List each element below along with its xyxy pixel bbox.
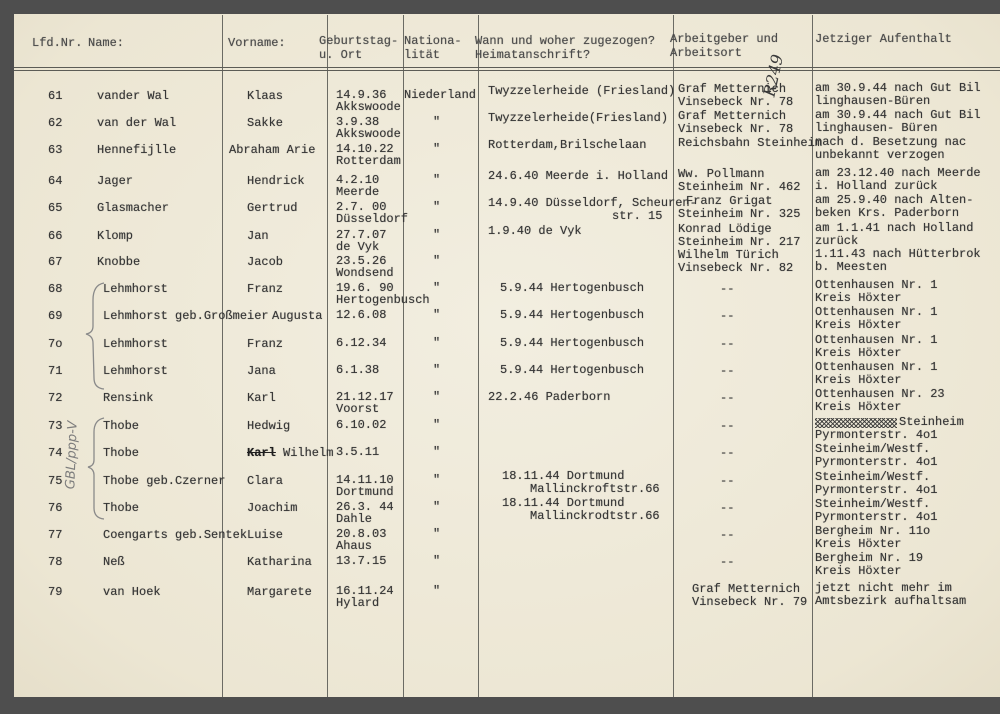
struck-first-name: Karl [247, 446, 276, 460]
residence-cell: am 23.12.40 nach Meerde [815, 166, 981, 180]
surname-cell: vander Wal [97, 89, 170, 103]
row-number: 79 [48, 585, 63, 599]
residence-cell: Pyrmonterstr. 4o1 [815, 510, 938, 524]
birth-date-cell: 6.10.02 [336, 418, 387, 432]
employer-cell: -- [720, 391, 735, 405]
residence-cell: Kreis Höxter [815, 537, 902, 551]
birth-date-cell: 13.7.15 [336, 554, 387, 568]
surname-cell: Neß [103, 555, 125, 569]
header-nationalitaet: Nationa- [404, 34, 462, 48]
nationality-cell: " [433, 584, 441, 598]
residence-cell: unbekannt verzogen [815, 148, 945, 162]
residence-cell: Kreis Höxter [815, 564, 902, 578]
row-number: 67 [48, 255, 63, 269]
arrival-cell: 14.9.40 Düsseldorf, Scheuren- [488, 196, 697, 210]
row-number: 74 [48, 446, 63, 460]
residence-cell: Steinheim/Westf. [815, 497, 931, 511]
birth-date-cell: 2.7. 00 [336, 200, 387, 214]
residence-cell: Kreis Höxter [815, 291, 902, 305]
birth-place-cell: Rotterdam [336, 154, 401, 168]
surname-cell: Thobe [103, 501, 140, 515]
employer-cell: Konrad Lödige [678, 222, 772, 236]
row-number: 72 [48, 391, 63, 405]
employer-cell: Vinsebeck Nr. 79 [692, 595, 808, 609]
surname-cell: Lehmhorst [103, 337, 168, 351]
residence-cell: Pyrmonterstr. 4o1 [815, 455, 938, 469]
residence-cell: nach d. Besetzung nac [815, 135, 967, 149]
employer-cell: Graf Metternich [678, 109, 787, 123]
residence-cell: am 25.9.40 nach Alten- [815, 193, 974, 207]
row-number: 77 [48, 528, 63, 542]
residence-cell: Kreis Höxter [815, 373, 902, 387]
nationality-cell: Niederland [404, 88, 477, 102]
birth-date-cell: 12.6.08 [336, 308, 387, 322]
birth-date-cell: 19.6. 90 [336, 281, 394, 295]
residence-cell: am 30.9.44 nach Gut Bil [815, 81, 981, 95]
header-vorname: Vorname: [228, 36, 286, 50]
birth-place-cell: Dahle [336, 512, 373, 526]
birth-date-cell: 23.5.26 [336, 254, 387, 268]
nationality-cell: " [433, 308, 441, 322]
overtyped-text [815, 418, 897, 428]
birth-place-cell: Meerde [336, 185, 380, 199]
header-arbeitgeber: Arbeitgeber und [670, 32, 779, 46]
birth-date-cell: 20.8.03 [336, 527, 387, 541]
birth-place-cell: Wondsend [336, 266, 394, 280]
nationality-cell: " [433, 336, 441, 350]
first-name-cell: Abraham Arie [229, 143, 316, 157]
surname-cell: Lehmhorst [103, 282, 168, 296]
arrival-cell: 5.9.44 Hertogenbusch [500, 308, 645, 322]
surname-cell: van Hoek [103, 585, 161, 599]
residence-cell: Steinheim [899, 415, 964, 429]
arrival-cell: 18.11.44 Dortmund [502, 496, 625, 510]
row-number: 66 [48, 229, 63, 243]
header-rule [14, 70, 1000, 71]
birth-date-cell: 21.12.17 [336, 390, 394, 404]
arrival-cell: 5.9.44 Hertogenbusch [500, 281, 645, 295]
first-name-cell: Klaas [247, 89, 284, 103]
row-number: 7o [48, 337, 63, 351]
row-number: 78 [48, 555, 63, 569]
header-rule [14, 67, 1000, 68]
nationality-cell: " [433, 281, 441, 295]
column-rule [222, 15, 223, 697]
residence-cell: Amtsbezirk aufhaltsam [815, 594, 967, 608]
first-name-cell: Jacob [247, 255, 284, 269]
nationality-cell: " [433, 115, 441, 129]
birth-place-cell: Hylard [336, 596, 380, 610]
employer-cell: Franz Grigat [686, 194, 773, 208]
first-name-cell: Augusta [272, 309, 323, 323]
residence-cell: linghausen- Büren [815, 121, 938, 135]
first-name-cell: Wilhelm [283, 446, 334, 460]
nationality-cell: " [433, 363, 441, 377]
employer-cell: Wilhelm Türich [678, 248, 779, 262]
employer-cell: Vinsebeck Nr. 78 [678, 95, 794, 109]
residence-cell: am 30.9.44 nach Gut Bil [815, 108, 981, 122]
first-name-cell: Franz [247, 337, 284, 351]
nationality-cell: " [433, 527, 441, 541]
residence-cell: Steinheim/Westf. [815, 470, 931, 484]
column-rule [673, 15, 674, 697]
employer-cell: Graf Metternich [692, 582, 801, 596]
employer-cell: Steinheim Nr. 217 [678, 235, 801, 249]
residence-cell: zurück [815, 234, 859, 248]
surname-cell: Coengarts geb.Sentek [103, 528, 248, 542]
arrival-cell: 5.9.44 Hertogenbusch [500, 363, 645, 377]
arrival-cell: Mallinckrodtstr.66 [530, 509, 660, 523]
residence-cell: linghausen-Büren [815, 94, 931, 108]
row-number: 76 [48, 501, 63, 515]
row-number: 71 [48, 364, 63, 378]
header-geburtsort: u. Ort [319, 48, 363, 62]
arrival-cell: str. 15 [612, 209, 663, 223]
arrival-cell: Twyzzelerheide(Friesland) [488, 111, 669, 125]
birth-date-cell: 6.12.34 [336, 336, 387, 350]
row-number: 62 [48, 116, 63, 130]
nationality-cell: " [433, 473, 441, 487]
employer-cell: Reichsbahn Steinheim [678, 136, 823, 150]
birth-date-cell: 27.7.07 [336, 228, 387, 242]
first-name-cell: Sakke [247, 116, 284, 130]
employer-cell: -- [720, 555, 735, 569]
employer-cell: -- [720, 364, 735, 378]
birth-date-cell: 4.2.10 [336, 173, 380, 187]
residence-cell: jetzt nicht mehr im [815, 581, 952, 595]
birth-date-cell: 14.10.22 [336, 142, 394, 156]
header-geburtstag: Geburtstag- [319, 34, 399, 48]
birth-place-cell: Voorst [336, 402, 380, 416]
arrival-cell: Rotterdam,Brilschelaan [488, 138, 647, 152]
residence-cell: Kreis Höxter [815, 318, 902, 332]
nationality-cell: " [433, 254, 441, 268]
employer-cell: -- [720, 337, 735, 351]
surname-cell: Lehmhorst [103, 364, 168, 378]
residence-cell: b. Meesten [815, 260, 888, 274]
header-name: Name: [88, 36, 125, 50]
handwritten-number: R249 [759, 52, 788, 99]
header-nationalitaet-2: lität [404, 48, 441, 62]
nationality-cell: " [433, 390, 441, 404]
birth-place-cell: de Vyk [336, 240, 380, 254]
residence-cell: Ottenhausen Nr. 1 [815, 278, 938, 292]
employer-cell: Steinheim Nr. 462 [678, 180, 801, 194]
nationality-cell: " [433, 228, 441, 242]
first-name-cell: Franz [247, 282, 284, 296]
first-name-cell: Jan [247, 229, 269, 243]
employer-cell: -- [720, 501, 735, 515]
first-name-cell: Hedwig [247, 419, 291, 433]
first-name-cell: Luise [247, 528, 284, 542]
surname-cell: van der Wal [97, 116, 177, 130]
nationality-cell: " [433, 500, 441, 514]
nationality-cell: " [433, 200, 441, 214]
residence-cell: Ottenhausen Nr. 23 [815, 387, 945, 401]
header-aufenthalt: Jetziger Aufenthalt [815, 32, 952, 46]
birth-date-cell: 26.3. 44 [336, 500, 394, 514]
first-name-cell: Joachim [247, 501, 298, 515]
first-name-cell: Margarete [247, 585, 312, 599]
employer-cell: -- [720, 419, 735, 433]
employer-cell: -- [720, 309, 735, 323]
residence-cell: Kreis Höxter [815, 400, 902, 414]
employer-cell: Steinheim Nr. 325 [678, 207, 801, 221]
row-number: 65 [48, 201, 63, 215]
surname-cell: Hennefijlle [97, 143, 177, 157]
residence-cell: 1.11.43 nach Hütterbrok [815, 247, 981, 261]
residence-cell: i. Holland zurück [815, 179, 938, 193]
header-heimatanschrift: Heimatanschrift? [475, 48, 591, 62]
first-name-cell: Hendrick [247, 174, 305, 188]
row-number: 75 [48, 474, 63, 488]
residence-cell: beken Krs. Paderborn [815, 206, 960, 220]
birth-place-cell: Dortmund [336, 485, 394, 499]
residence-cell: Bergheim Nr. 11o [815, 524, 931, 538]
arrival-cell: 18.11.44 Dortmund [502, 469, 625, 483]
surname-cell: Knobbe [97, 255, 141, 269]
arrival-cell: Twyzzelerheide (Friesland) [488, 84, 676, 98]
birth-place-cell: Akkswoode [336, 100, 401, 114]
row-number: 63 [48, 143, 63, 157]
employer-cell: Ww. Pollmann [678, 167, 765, 181]
column-rule [403, 15, 404, 697]
arrival-cell: 22.2.46 Paderborn [488, 390, 611, 404]
surname-cell: Rensink [103, 391, 154, 405]
surname-cell: Thobe [103, 419, 140, 433]
birth-date-cell: 14.9.36 [336, 88, 387, 102]
birth-date-cell: 14.11.10 [336, 473, 394, 487]
first-name-cell: Jana [247, 364, 276, 378]
first-name-cell: Gertrud [247, 201, 298, 215]
residence-cell: Pyrmonterstr. 4o1 [815, 428, 938, 442]
residence-cell: Steinheim/Westf. [815, 442, 931, 456]
surname-cell: Klomp [97, 229, 134, 243]
residence-cell: Ottenhausen Nr. 1 [815, 333, 938, 347]
first-name-cell: Clara [247, 474, 284, 488]
surname-cell: Glasmacher [97, 201, 170, 215]
first-name-cell: Katharina [247, 555, 312, 569]
nationality-cell: " [433, 418, 441, 432]
arrival-cell: 24.6.40 Meerde i. Holland [488, 169, 669, 183]
arrival-cell: 1.9.40 de Vyk [488, 224, 582, 238]
employer-cell: Vinsebeck Nr. 78 [678, 122, 794, 136]
birth-place-cell: Akkswoode [336, 127, 401, 141]
employer-cell: -- [720, 528, 735, 542]
birth-date-cell: 3.5.11 [336, 445, 380, 459]
row-number: 64 [48, 174, 63, 188]
employer-cell: -- [720, 474, 735, 488]
residence-cell: Bergheim Nr. 19 [815, 551, 924, 565]
residence-cell: am 1.1.41 nach Holland [815, 221, 974, 235]
arrival-cell: 5.9.44 Hertogenbusch [500, 336, 645, 350]
surname-cell: Jager [97, 174, 134, 188]
row-number: 61 [48, 89, 63, 103]
residence-cell: Kreis Höxter [815, 346, 902, 360]
employer-cell: -- [720, 282, 735, 296]
surname-cell: Thobe [103, 446, 140, 460]
surname-cell: Lehmhorst geb.Großmeier [103, 309, 269, 323]
birth-date-cell: 3.9.38 [336, 115, 380, 129]
employer-cell: Graf Metternich [678, 82, 787, 96]
row-number: 68 [48, 282, 63, 296]
nationality-cell: " [433, 173, 441, 187]
residence-cell: Ottenhausen Nr. 1 [815, 360, 938, 374]
column-rule [327, 15, 328, 697]
column-rule [478, 15, 479, 697]
birth-date-cell: 6.1.38 [336, 363, 380, 377]
nationality-cell: " [433, 445, 441, 459]
birth-place-cell: Hertogenbusch [336, 293, 430, 307]
residence-cell: Pyrmonterstr. 4o1 [815, 483, 938, 497]
nationality-cell: " [433, 554, 441, 568]
row-number: 69 [48, 309, 63, 323]
row-number: 73 [48, 419, 63, 433]
employer-cell: Vinsebeck Nr. 82 [678, 261, 794, 275]
birth-date-cell: 16.11.24 [336, 584, 394, 598]
nationality-cell: " [433, 142, 441, 156]
header-arbeitsort: Arbeitsort [670, 46, 743, 60]
surname-cell: Thobe geb.Czerner [103, 474, 226, 488]
handwritten-side-note: GBL/ppp-V [63, 420, 81, 490]
column-rule [812, 15, 813, 697]
residence-cell: Ottenhausen Nr. 1 [815, 305, 938, 319]
header-lfd-nr: Lfd.Nr. [32, 36, 83, 50]
birth-place-cell: Ahaus [336, 539, 373, 553]
header-zugezogen: Wann und woher zugezogen? [475, 34, 656, 48]
arrival-cell: Mallinckroftstr.66 [530, 482, 660, 496]
employer-cell: -- [720, 446, 735, 460]
birth-place-cell: Düsseldorf [336, 212, 409, 226]
first-name-cell: Karl [247, 391, 276, 405]
